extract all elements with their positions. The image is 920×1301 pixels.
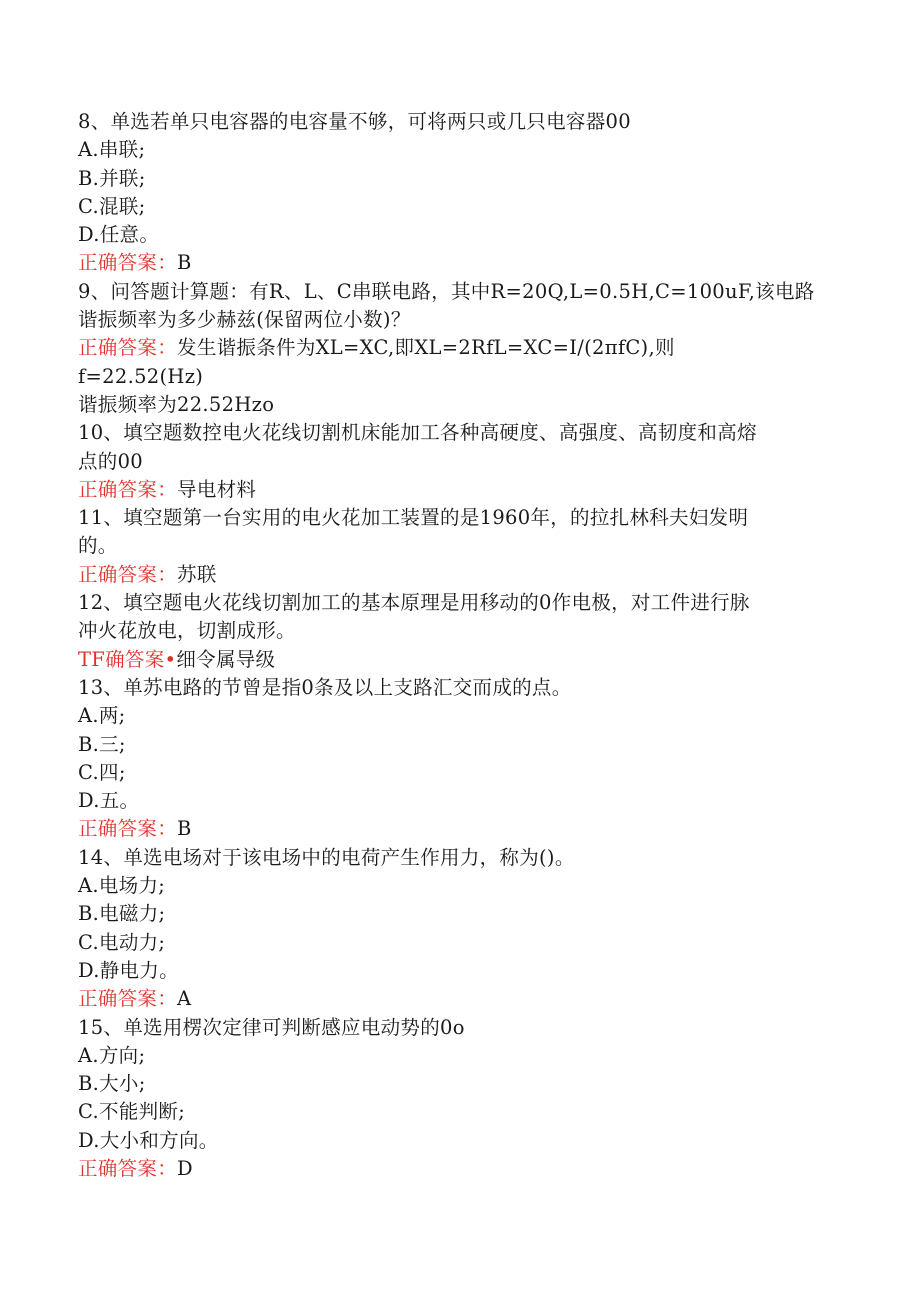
- answer-value: 导电材料: [177, 477, 257, 501]
- answer-value: B: [177, 251, 192, 275]
- question-8-text: 8、单选若单只电容器的电容量不够，可将两只或几只电容器00: [78, 110, 631, 133]
- question-13-answer: [78, 815, 838, 843]
- question-15-option-b: B.大小;: [78, 1072, 146, 1096]
- document-page: [78, 108, 838, 1183]
- question-14-option-a: A.电场力;: [78, 874, 166, 898]
- question-10-text-line1: 10、填空题数控电火花线切割机床能加工各种高硬度、高强度、高韧度和高熔: [78, 421, 757, 445]
- question-14-option-d: D.静电力。: [78, 958, 179, 982]
- answer-label: 正确答案：: [78, 562, 178, 586]
- answer-label: 正确答案：: [78, 251, 178, 275]
- question-13-option-c: C.四;: [78, 760, 126, 784]
- question-14-text: 14、单选电场对于该电场中的电荷产生作用力，称为()。: [78, 845, 575, 869]
- question-15-option-a: A.方向;: [78, 1043, 146, 1067]
- question-14-option-b: B.电磁力;: [78, 902, 166, 926]
- question-13-option-a: A.两;: [78, 704, 126, 728]
- question-12-answer: [78, 646, 838, 674]
- answer-label: 正确答案：: [78, 477, 178, 501]
- question-15-option-d: D.大小和方向。: [78, 1128, 219, 1152]
- answer-label: 正确答案：: [78, 1156, 178, 1180]
- answer-label: TF确答案•: [78, 647, 177, 671]
- question-12-text-line1: 12、填空题电火花线切割加工的基本原理是用移动的0作电极，对工件进行脉: [78, 591, 750, 615]
- question-14-answer: [78, 985, 838, 1013]
- question-11-text-line1: 11、填空题第一台实用的电火花加工装置的是1960年，的拉扎林科夫妇发明: [78, 506, 749, 530]
- question-8-option-d: D.任意。: [78, 223, 160, 247]
- question-13-option-b: B.三;: [78, 732, 126, 756]
- question-13-option-d: D.五。: [78, 789, 140, 813]
- question-9-answer: [78, 334, 838, 362]
- question-15-text: 15、单选用楞次定律可判断感应电动势的0o: [78, 1015, 465, 1039]
- question-12-text-line2: 冲火花放电，切割成形。: [78, 619, 296, 643]
- question-10-text-line2: 点的00: [78, 449, 144, 473]
- question-9-answer-extra-2: 谐振频率为22.52Hzo: [78, 392, 275, 416]
- answer-value: B: [177, 817, 192, 841]
- question-13-text: 13、单苏电路的节曾是指0条及以上支路汇交而成的点。: [78, 675, 572, 699]
- answer-label: 正确答案：: [78, 987, 178, 1011]
- question-10-answer: [78, 476, 838, 504]
- question-8-answer: [78, 249, 838, 277]
- question-11-answer: [78, 561, 838, 589]
- answer-label: 正确答案：: [78, 336, 178, 360]
- question-8-option-a: A.串联;: [78, 138, 146, 162]
- question-9-answer-extra-1: f=22.52(Hz): [78, 364, 204, 388]
- answer-value: 苏联: [177, 562, 217, 586]
- question-15-answer: [78, 1155, 838, 1183]
- question-9-text-line1: 9、问答题计算题：有R、L、C串联电路，其中R=20Q,L=0.5H,C=100uF,该电路: [78, 279, 815, 303]
- answer-label: 正确答案：: [78, 817, 178, 841]
- answer-value: 细令属导级: [176, 647, 276, 671]
- question-14-option-c: C.电动力;: [78, 930, 166, 954]
- question-8-option-c: C.混联;: [78, 194, 146, 218]
- question-11-text-line2: 的。: [78, 534, 118, 558]
- question-8-option-b: B.并联;: [78, 166, 146, 190]
- answer-value: A: [177, 987, 192, 1011]
- question-15-option-c: C.不能判断;: [78, 1100, 186, 1124]
- answer-value: 发生谐振条件为XL=XC,即XL=2RfL=XC=I/(2πfC),则: [177, 336, 675, 360]
- question-9-text-line2: 谐振频率为多少赫兹(保留两位小数)？: [78, 308, 411, 332]
- answer-value: D: [177, 1156, 193, 1180]
